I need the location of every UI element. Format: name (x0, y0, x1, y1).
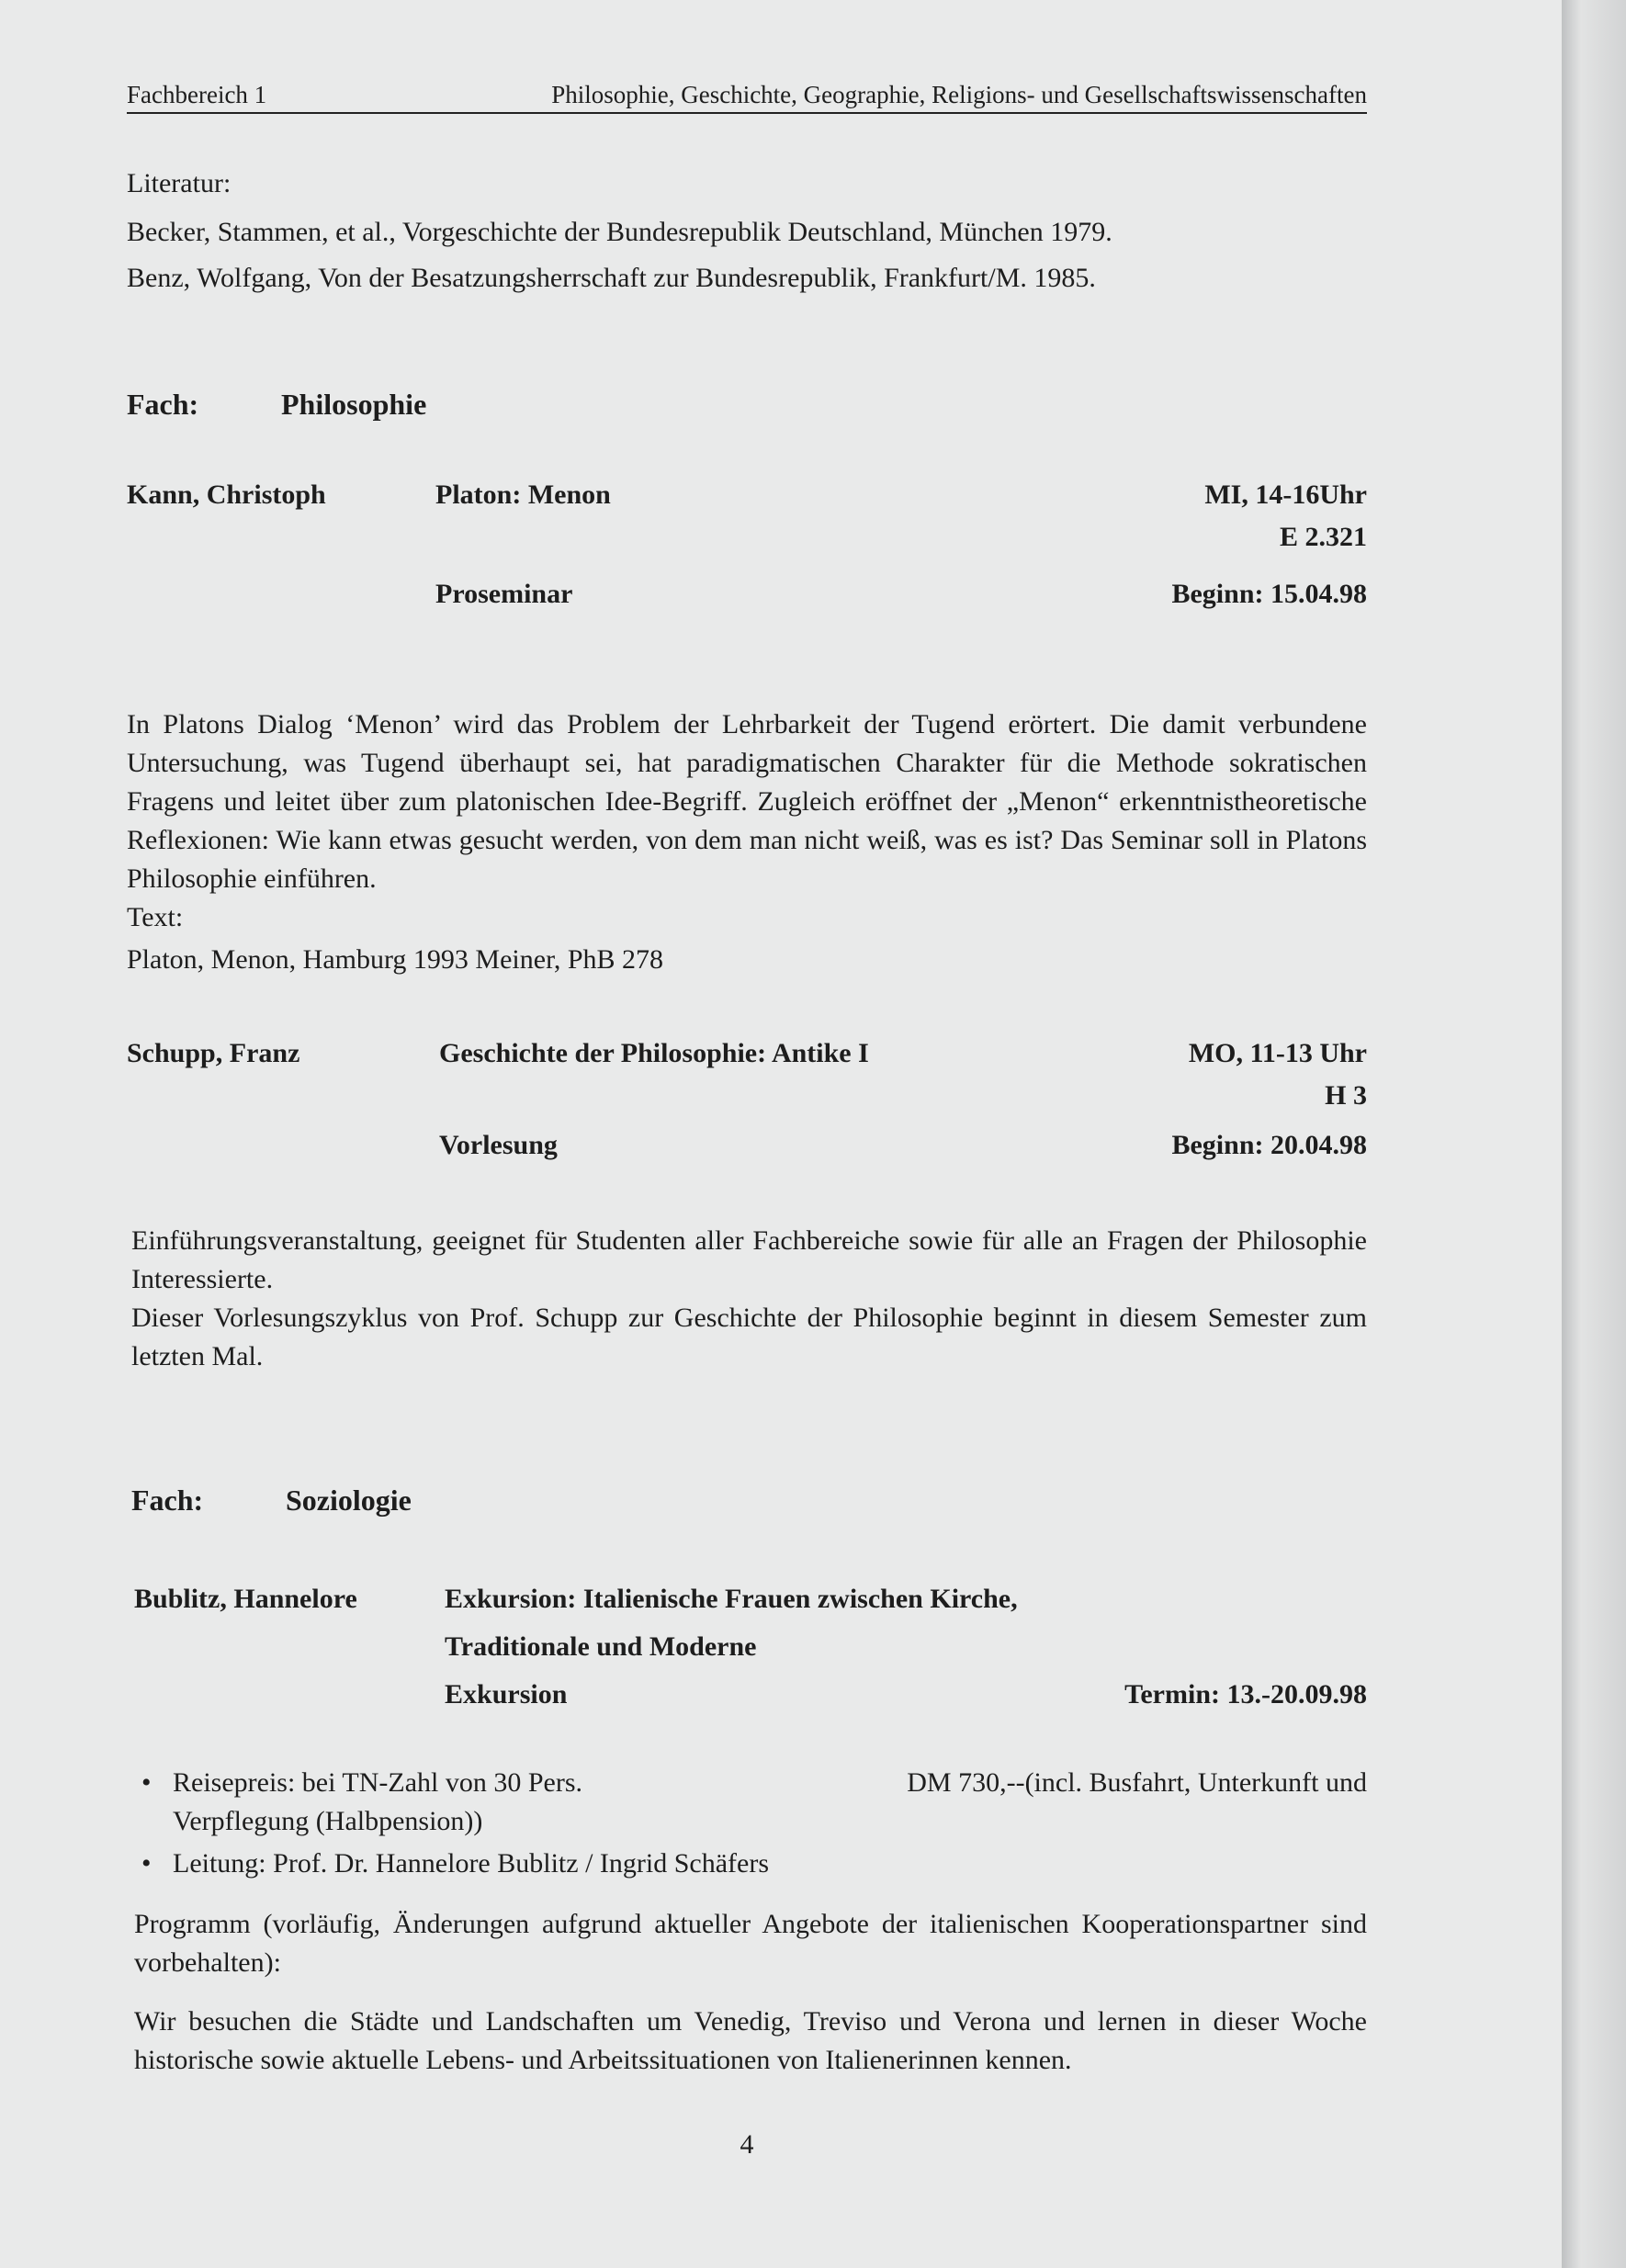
course-text: Platon, Menon, Hamburg 1993 Meiner, PhB 278 (127, 944, 664, 975)
literature-block (127, 165, 1367, 298)
course-schupp (127, 1038, 1367, 1172)
course-type: Exkursion (445, 1679, 568, 1709)
course-text-label: Text: (127, 902, 184, 932)
fach-label: Fach: (127, 388, 199, 421)
fach-heading-soziologie (131, 1484, 1372, 1518)
program-note: Programm (vorläufig, Änderungen aufgrund aktueller Angebote der italienischen Kooperationspartner sind vorbehalten): (134, 1909, 1367, 1978)
course-description-extra: Dieser Vorlesungszyklus von Prof. Schupp zur Geschichte der Philosophie beginnt in diesem Semester zum letzten Mal. (131, 1303, 1367, 1371)
running-header (127, 73, 1367, 114)
bullet-text: Reisepreis: bei TN-Zahl von 30 Pers. (173, 1767, 583, 1798)
page-content (127, 73, 1367, 2160)
course-type: Proseminar (435, 579, 573, 609)
header-department: Fachbereich 1 (127, 81, 267, 108)
bullet-icon: • (141, 1767, 152, 1798)
bullet-text-continued: Verpflegung (Halbpension)) (173, 1806, 483, 1836)
fach-name: Philosophie (281, 388, 427, 421)
header-subjects: Philosophie, Geschichte, Geographie, Religions- und Gesellschaftswissenschaften (551, 81, 1367, 108)
fach-name: Soziologie (286, 1484, 412, 1517)
course-type: Vorlesung (439, 1130, 558, 1160)
course-description: In Platons Dialog ‘Menon’ wird das Problem der Lehrbarkeit der Tugend erörtert. Die damit verbundene Untersuchung, was Tugend überhaupt sei, hat paradigmatischen Charakter für die Methode sokratischen Fragens und leitet über zum platonischen Idee-Begriff. Zugleich eröffnet der „Menon“ erkenntnistheoretische Reflexionen: Wie kann etwas gesucht werden, von dem man nicht weiß, was es ist? Das Seminar soll in Platons Philosophie einführen. (127, 709, 1367, 894)
course-lecturer: Bublitz, Hannelore (134, 1584, 357, 1614)
course-title: Exkursion: Italienische Frauen zwischen Kirche, (445, 1584, 1018, 1614)
course-time: MO, 11-13 Uhr (1188, 1038, 1367, 1068)
course-bublitz (134, 1584, 1367, 1721)
course-room: E 2.321 (1279, 522, 1367, 552)
literature-heading: Literatur: (127, 168, 231, 198)
course-title-continued: Traditionale und Moderne (445, 1631, 757, 1662)
course-kann-description-block (127, 705, 1367, 979)
course-start: Termin: 13.-20.09.98 (1124, 1679, 1367, 1709)
literature-item: Becker, Stammen, et al., Vorgeschichte der Bundesrepublik Deutschland, München 1979. (127, 217, 1112, 247)
literature-item: Benz, Wolfgang, Von der Besatzungsherrschaft zur Bundesrepublik, Frankfurt/M. 1985. (127, 263, 1096, 293)
course-room: H 3 (1325, 1080, 1367, 1111)
course-title: Platon: Menon (435, 480, 611, 510)
course-start: Beginn: 20.04.98 (1171, 1130, 1367, 1160)
list-item (134, 1845, 1367, 1883)
course-bublitz-details (134, 1764, 1367, 2080)
course-time: MI, 14-16Uhr (1204, 480, 1367, 510)
course-lecturer: Schupp, Franz (127, 1038, 300, 1068)
course-schupp-description-block (131, 1222, 1367, 1376)
fach-heading-philosophie (127, 388, 1367, 422)
binding-edge (1562, 0, 1626, 2268)
bullet-text-price: DM 730,--(incl. Busfahrt, Unterkunft und (907, 1767, 1367, 1798)
bullet-text: Leitung: Prof. Dr. Hannelore Bublitz / Ingrid Schäfers (173, 1848, 770, 1879)
course-description: Einführungsveranstaltung, geeignet für Studenten aller Fachbereiche sowie für alle an Fragen der Philosophie Interessierte. (131, 1225, 1367, 1294)
bullet-icon: • (141, 1848, 152, 1879)
list-item (134, 1764, 1367, 1841)
course-start: Beginn: 15.04.98 (1171, 579, 1367, 609)
course-title: Geschichte der Philosophie: Antike I (439, 1038, 869, 1068)
fach-label: Fach: (131, 1484, 204, 1517)
course-lecturer: Kann, Christoph (127, 480, 326, 510)
page-number: 4 (740, 2129, 754, 2160)
course-kann (127, 480, 1367, 621)
visit-description: Wir besuchen die Städte und Landschaften um Venedig, Treviso und Verona und lernen in dieser Woche historische sowie aktuelle Lebens- und Arbeitssituationen von Italienerinnen kennen. (134, 2006, 1367, 2075)
